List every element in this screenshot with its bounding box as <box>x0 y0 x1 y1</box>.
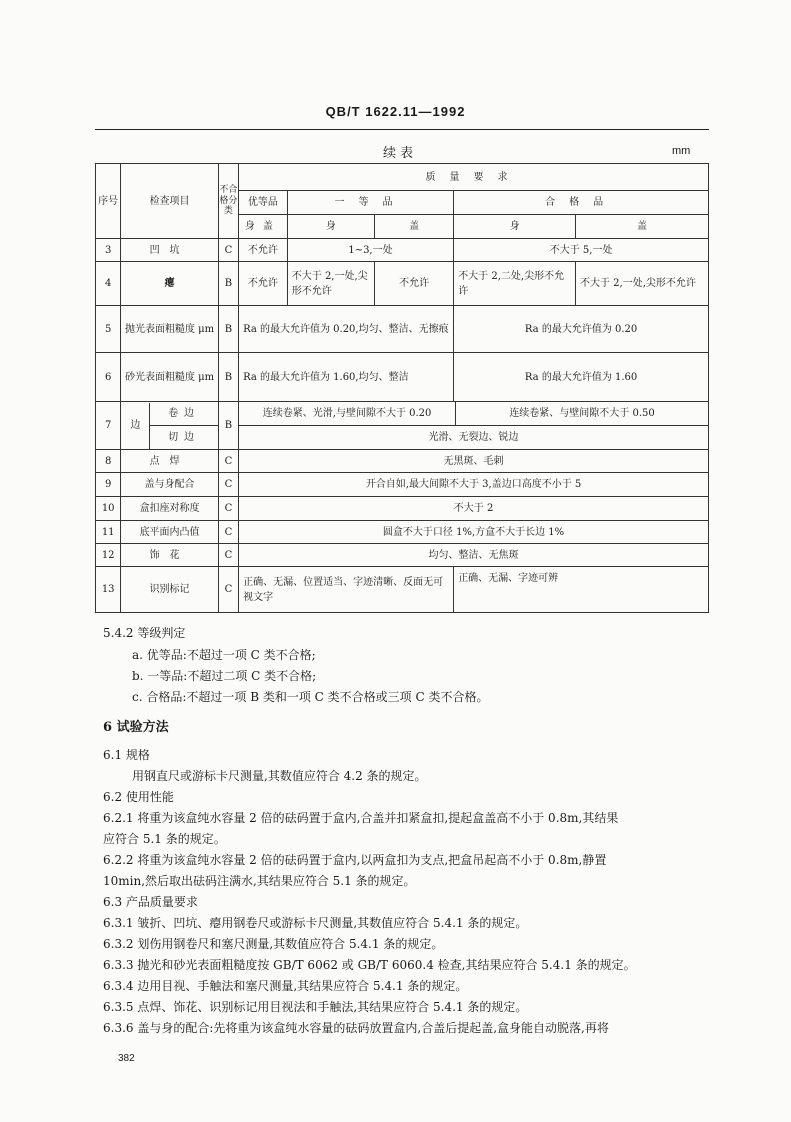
row-first-body: 不大于 2,一处,尖形不允许 <box>287 262 374 306</box>
clause-6-1-text: 用钢直尺或游标卡尺测量,其数值应符合 4.2 条的规定。 <box>132 769 427 783</box>
table-row <box>96 239 709 262</box>
row-first-lid: 不允许 <box>375 262 454 306</box>
row-qual: Ra 的最大允许值为 1.60 <box>454 353 709 402</box>
clause-5-4-2: 5.4.2 等级判定 <box>103 626 186 640</box>
row-no: 3 <box>96 239 121 262</box>
row-exc: 不允许 <box>239 239 288 262</box>
clause-item-b: b. 一等品:不超过二项 C 类不合格; <box>132 669 317 683</box>
row-qual-body: 不大于 2,二处,尖形不允许 <box>454 262 576 306</box>
header-qual-lid: 盖 <box>575 215 708 239</box>
row-cat: C <box>218 450 238 473</box>
row-item: 识别标记 <box>121 567 218 613</box>
section-6-title: 6 试验方法 <box>103 720 169 735</box>
row-cat: C <box>218 567 238 613</box>
row-cat: B <box>218 262 238 306</box>
row-no: 12 <box>96 544 121 567</box>
row-item: 饰花 <box>121 544 218 567</box>
row-all: 均匀、整洁、无焦斑 <box>239 544 709 567</box>
table-row <box>96 262 709 306</box>
header-item: 检查项目 <box>121 164 218 239</box>
row-first: 1~3,一处 <box>287 239 453 262</box>
clause-6-1: 6.1 规格 <box>103 748 150 762</box>
header-qual-body: 身 <box>454 215 576 239</box>
row-qual: 正确、无漏、字迹可辨 <box>454 567 709 613</box>
clause-6-3-5: 6.3.5 点焊、饰花、识别标记用目视法和手触法,其结果应符合 5.4.1 条的规定。 <box>103 1000 528 1014</box>
row-item: 瘪 <box>121 262 218 306</box>
row-qual-lid: 不大于 2,一处,尖形不允许 <box>575 262 708 306</box>
header-seq: 序号 <box>96 164 121 239</box>
row-cat: C <box>218 239 238 262</box>
clause-6-3-3: 6.3.3 抛光和砂光表面粗糙度按 GB/T 6062 或 GB/T 6060.4 检查,其结果应符合 5.4.1 条的规定。 <box>103 958 636 972</box>
row-cat: C <box>218 521 238 544</box>
clause-6-2-1-b: 应符合 5.1 条的规定。 <box>103 832 226 846</box>
row-item: 砂光表面粗糙度 μm <box>121 353 218 402</box>
row-cat: B <box>218 402 238 450</box>
row-cat: B <box>218 306 238 353</box>
clause-6-3-1: 6.3.1 皱折、凹坑、瘪用钢卷尺或游标卡尺测量,其数值应符合 5.4.1 条的规定。 <box>103 916 528 930</box>
header-grade-qualified: 合格品 <box>454 191 709 215</box>
edge-sub-cut: 切边 <box>168 431 201 443</box>
clause-6-3-2: 6.3.2 划伤用钢卷尺和塞尺测量,其数值应符合 5.4.1 条的规定。 <box>103 937 444 951</box>
row-no: 9 <box>96 473 121 497</box>
edge-sub-curl: 卷边 <box>150 403 217 427</box>
header-category: 不合格分类 <box>218 164 238 239</box>
table-row <box>96 521 709 544</box>
clause-item-c: c. 合格品:不超过一项 B 类和一项 C 类不合格或三项 C 类不合格。 <box>132 690 489 704</box>
row-item: 盒扣座对称度 <box>121 497 218 521</box>
row-no: 8 <box>96 450 121 473</box>
row-item: 抛光表面粗糙度 μm <box>121 306 218 353</box>
row-no: 6 <box>96 353 121 402</box>
edge-curl-first: 连续卷紧、光滑,与壁间隙不大于 0.20 <box>239 402 456 425</box>
header-rule <box>95 129 709 130</box>
row-item: 凹坑 <box>121 239 218 262</box>
table-row <box>96 450 709 473</box>
header-quality: 质量要求 <box>239 164 709 191</box>
clause-item-a: a. 优等品:不超过一项 C 类不合格; <box>132 648 316 662</box>
row-item-edge <box>121 402 218 450</box>
clause-6-3-6: 6.3.6 盖与身的配合:先将重为该盒纯水容量的砝码放置盒内,合盖后提起盖,盒身能自动脱落,再将 <box>103 1021 609 1035</box>
table-row <box>96 544 709 567</box>
clause-6-3: 6.3 产品质量要求 <box>103 895 198 909</box>
row-qual: 不大于 5,一处 <box>454 239 709 262</box>
header-grade-first: 一等品 <box>287 191 453 215</box>
table-caption: 续表 <box>382 146 417 161</box>
header-first-lid: 盖 <box>375 215 454 239</box>
row-cat: C <box>218 473 238 497</box>
row-edge-requirements <box>239 402 709 450</box>
row-no: 11 <box>96 521 121 544</box>
table-row <box>96 567 709 613</box>
row-cat: B <box>218 353 238 402</box>
table-unit: mm <box>672 145 691 157</box>
edge-cut-all: 光滑、无裂边、锐边 <box>428 432 519 443</box>
page-number: 382 <box>118 1053 135 1064</box>
row-cat: C <box>218 544 238 567</box>
row-no: 13 <box>96 567 121 613</box>
clause-6-3-4: 6.3.4 边用目视、手触法和塞尺测量,其结果应符合 5.4.1 条的规定。 <box>103 979 468 993</box>
row-qual: Ra 的最大允许值为 0.20 <box>454 306 709 353</box>
table-row <box>96 353 709 402</box>
row-exc-first: Ra 的最大允许值为 0.20,均匀、整洁、无擦痕 <box>239 306 454 353</box>
edge-label: 边 <box>121 403 150 449</box>
row-all: 无黑斑、毛刺 <box>239 450 709 473</box>
row-no: 7 <box>96 402 121 450</box>
row-cat: C <box>218 497 238 521</box>
standard-number: QB/T 1622.11—1992 <box>325 104 466 119</box>
edge-curl-qual: 连续卷紧、与壁间隙不大于 0.50 <box>509 408 655 419</box>
header-body-lid: 身盖 <box>239 215 288 239</box>
clause-6-2-2-a: 6.2.2 将重为该盒纯水容量 2 倍的砝码置于盒内,以两盒扣为支点,把盒吊起高不小于 0.8m,静置 <box>103 853 607 867</box>
row-no: 10 <box>96 497 121 521</box>
clause-6-2-2-b: 10min,然后取出砝码注满水,其结果应符合 5.1 条的规定。 <box>103 874 416 888</box>
row-item: 底平面内凸值 <box>121 521 218 544</box>
row-all: 圆盒不大于口径 1%,方盒不大于长边 1% <box>239 521 709 544</box>
quality-requirements-table <box>95 163 709 613</box>
row-exc: 不允许 <box>239 262 288 306</box>
row-item: 点焊 <box>121 450 218 473</box>
row-all: 开合自如,最大间隙不大于 3,盖边口高度不小于 5 <box>239 473 709 497</box>
table-row <box>96 306 709 353</box>
table-row <box>96 402 709 450</box>
header-grade-excellent: 优等品 <box>239 191 288 215</box>
row-exc-first: Ra 的最大允许值为 1.60,均匀、整洁 <box>239 353 454 402</box>
row-all: 不大于 2 <box>239 497 709 521</box>
row-item: 盖与身配合 <box>121 473 218 497</box>
clause-6-2: 6.2 使用性能 <box>103 790 174 804</box>
clause-6-2-1-a: 6.2.1 将重为该盒纯水容量 2 倍的砝码置于盒内,合盖并扣紧盒扣,提起盒盖高不小于 0.8m,其结果 <box>103 811 619 825</box>
row-no: 5 <box>96 306 121 353</box>
row-no: 4 <box>96 262 121 306</box>
row-exc-first: 正确、无漏、位置适当、字迹清晰、反面无可视文字 <box>239 567 454 613</box>
header-first-body: 身 <box>287 215 374 239</box>
table-row <box>96 473 709 497</box>
table-row <box>96 497 709 521</box>
